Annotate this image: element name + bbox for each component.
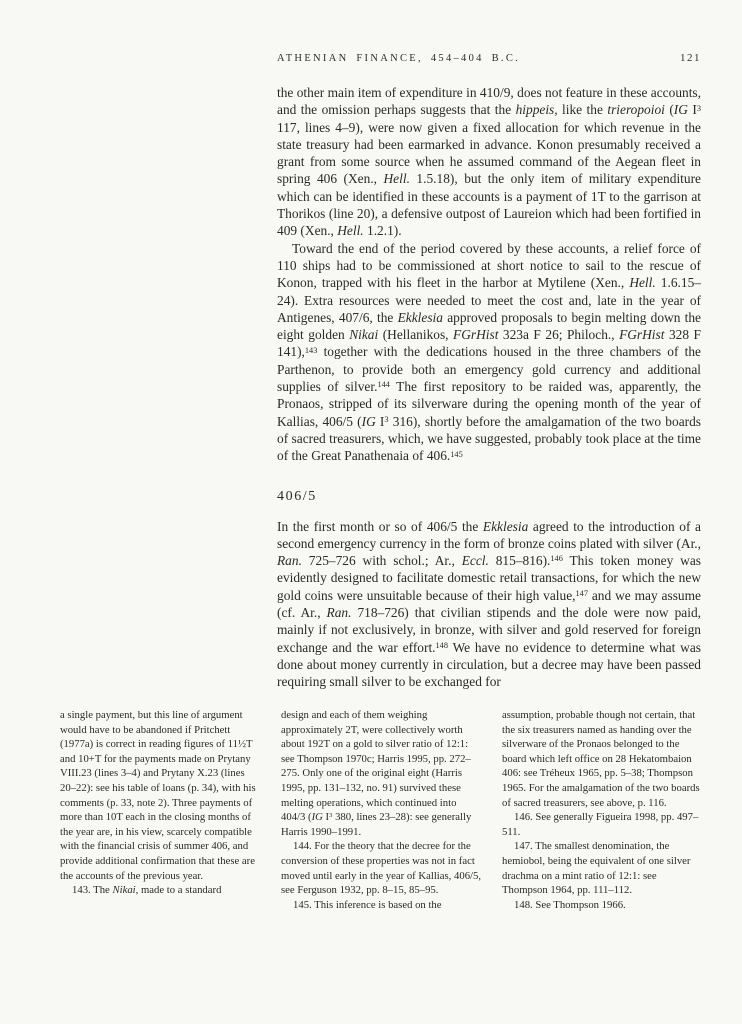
italic-term: FGrHist xyxy=(619,327,665,343)
page-number: 121 xyxy=(680,52,701,64)
italic-term: Hell. xyxy=(629,275,656,291)
italic-term: IG xyxy=(361,413,376,429)
footnote-paragraph: 145. This inference is based on the xyxy=(293,898,442,911)
italic-term: trieropoioi xyxy=(607,102,665,118)
footnote-ref: 3 xyxy=(384,414,389,424)
footnote-ref: 3 xyxy=(329,812,333,820)
italic-term: Hell. xyxy=(383,171,410,187)
footnote-ref: 143 xyxy=(304,345,318,355)
footnote-paragraph: design and each of them weighing approximately 2T, were collectively worth about 192T on a gold to silver ratio of 12:1: see Thompson 1970c; Harris 1995, pp. 272–275. Only one of the original eight (Harris 1995, pp. 131–132, no. 91) survived these melting operations, which continued into 404/3 (IG $I^3$ 380, lines 23–28): see generally Harris 1990–1991. xyxy=(281,709,472,838)
italic-term: Hell. xyxy=(337,223,364,239)
footnote-ref: 148 xyxy=(435,640,448,650)
running-head xyxy=(277,52,701,64)
paragraph: Toward the end of the period covered by these accounts, a relief force of 110 ships had to be commissioned at short notice to sail to the rescue of Konon, trapped with his fleet in the harbor at Mytilene (Xen., Hell. 1.6.15–24). Extra resources were needed to meet the cost and, late in the year of Antigenes, 407/6, the Ekklesia approved proposals to begin melting down the eight golden Nikai (Hellanikos, FGrHist 323a F 26; Philoch., FGrHist 328 F 141),$^{143}$ together with the dedications housed in the three chambers of the Parthenon, to provide both an emergency gold currency and additional supplies of silver.$^{144}$ The first repository to be raided was, apparently, the Pronaos, stripped of its silverware during the opening month of the year of Kallias, 406/5 (IG $I^3$ 316), shortly before the amalgamation of the two boards of sacred treasurers, which, we have suggested, probably took place at the time of the Great Panathenaia of 406.$^{145}$ xyxy=(277,240,701,464)
italic-term: Ekklesia xyxy=(482,518,529,534)
footnote-paragraph: 147. The smallest denomination, the hemiobol, being the equivalent of one silver drachma on a mint ratio of 12:1: see Thompson 1964, pp. 111–112. xyxy=(502,840,691,897)
body-text xyxy=(277,84,701,691)
footnote-column-3 xyxy=(502,708,704,912)
paragraph: the other main item of expenditure in 410/9, does not feature in these accounts, and the omission perhaps suggests that the hippeis, like the trieropoioi (IG $I^3$ 117, lines 4–9), were now given a fixed allocation for which revenue in the state treasury had been earmarked in advance. Konon presumably received a grant from some source when he assumed command of the Aegean fleet in spring 406 (Xen., Hell. 1.5.18), but the only item of military expenditure which can be identified in these accounts is a payment of 1T to the garrison at Thorikos (line 20), a defensive outpost of Laureion which had been fortified in 409 (Xen., Hell. 1.2.1). xyxy=(277,85,701,239)
italic-term: IG xyxy=(311,811,323,824)
footnote-ref: 3 xyxy=(696,103,701,113)
running-head-title: ATHENIAN FINANCE, 454–404 B.C. xyxy=(277,53,521,64)
italic-term: IG xyxy=(673,102,688,118)
italic-term: Ran. xyxy=(326,605,352,621)
footnote-paragraph: 146. See generally Figueira 1998, pp. 497–511. xyxy=(502,811,699,838)
italic-term: Eccl. xyxy=(461,553,489,569)
footnote-paragraph: a single payment, but this line of argument would have to be abandoned if Pritchett (1977a) is correct in reading figures of 11½T and 10+T for the payments made on Prytany VIII.23 (lines 3–4) and Prytany X.23 (lines 20–22): see his table of loans (p. 34), with his comments (p. 33, note 2). Three payments of more than 10T each in the closing months of the year are, in his view, scarcely compatible with the financial crisis of summer 406, and provide additional confirmation that these are the accounts of the previous year. xyxy=(60,709,256,882)
italic-term: Nikai xyxy=(349,327,379,343)
italic-term: Ran. xyxy=(277,553,302,569)
italic-term: Ekklesia xyxy=(397,309,443,325)
footnote-ref: 144 xyxy=(377,380,390,390)
footnote-paragraph: 144. For the theory that the decree for the conversion of these properties was not in fact moved until early in the year of Kallias, 406/5, see Ferguson 1932, pp. 8–15, 85–95. xyxy=(281,840,482,897)
footnote-column-1 xyxy=(60,708,262,912)
footnote-ref: 146 xyxy=(550,554,563,564)
italic-term: hippeis, xyxy=(515,102,558,118)
italic-term: FGrHist xyxy=(453,327,499,343)
footnote-paragraph: assumption, probable though not certain, that the six treasurers named as handing over the silverware of the Pronaos belonged to the board which left office on 28 Hekatombaion 406: see Tréheux 1965, pp. 5–38; Thompson 1965. For the amalgamation of the two boards of sacred treasurers, see above, p. 116. xyxy=(502,709,700,809)
footnote-paragraph: 148. See Thompson 1966. xyxy=(514,898,626,911)
footnote-ref: 147 xyxy=(575,588,588,598)
paragraph: In the first month or so of 406/5 the Ekklesia agreed to the introduction of a second emergency currency in the form of bronze coins plated with silver (Ar., Ran. 725–726 with schol.; Ar., Eccl. 815–816).$^{146}$ This token money was evidently designed to facilitate domestic retail transactions, for which the new gold coins were unsuitable because of their high value,$^{147}$ and we may assume (cf. Ar., Ran. 718–726) that civilian stipends and the dole were now paid, mainly if not exclusively, in bronze, with silver and gold reserved for foreign exchange and the war effort.$^{148}$ We have no evidence to determine what was done about money currently in circulation, but a decree may have been passed requiring small silver to be exchanged for xyxy=(277,518,701,690)
section-heading: 406/5 xyxy=(277,488,317,504)
italic-term: Nikai, xyxy=(112,884,139,897)
footnotes xyxy=(60,708,705,912)
footnote-paragraph: 143. The Nikai, made to a standard xyxy=(72,884,222,897)
footnote-ref: 145 xyxy=(450,449,463,459)
footnote-column-2 xyxy=(281,708,483,912)
